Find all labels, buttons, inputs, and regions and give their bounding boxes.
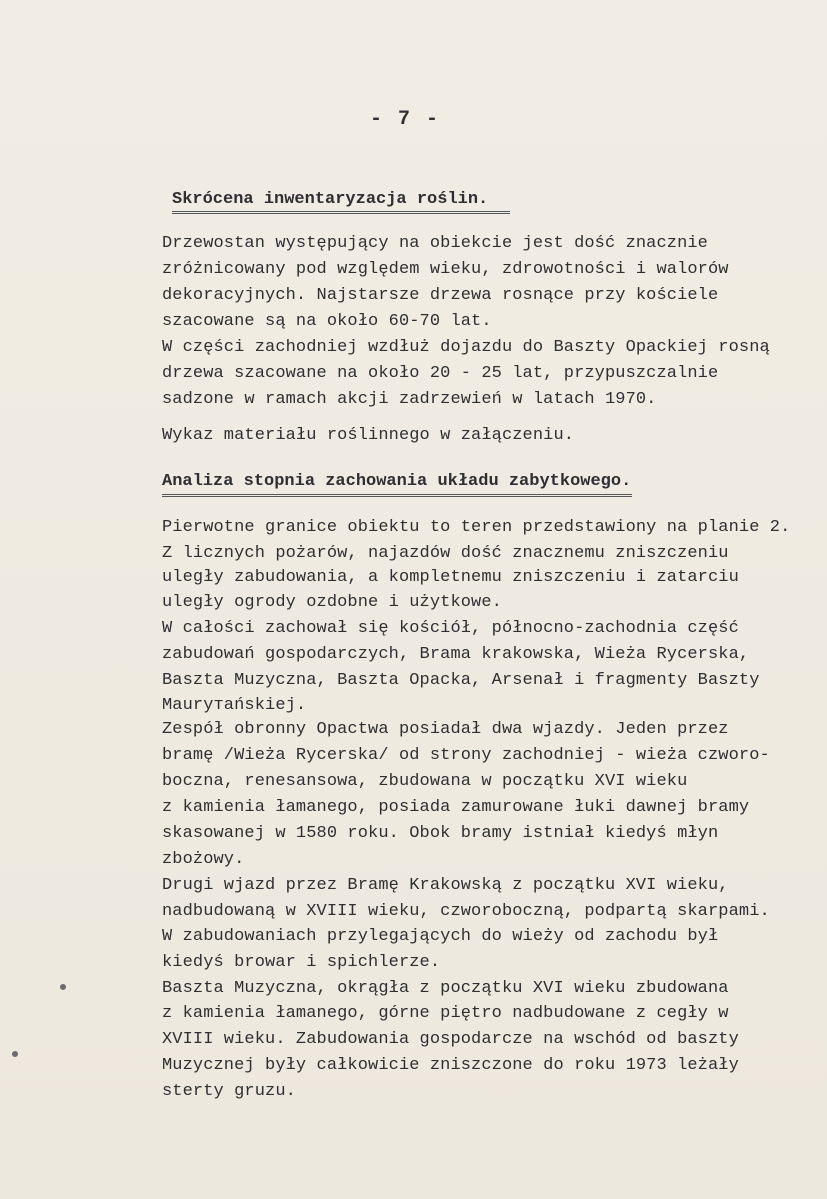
text-line: W zabudowaniach przylegających do wieży od zachodu był (162, 927, 719, 946)
text-line: XVIII wieku. Zabudowania gospodarcze na wschód od baszty (162, 1030, 739, 1049)
section-heading-plant-inventory: Skrócena inwentaryzacja roślin. (172, 190, 489, 209)
heading-underline (172, 211, 510, 214)
text-line: uległy ogrody ozdobne i użytkowe. (162, 593, 502, 612)
text-line: zabudowań gospodarczych, Brama krakowska, Wieża Rycerska, (162, 645, 750, 664)
binder-hole-mark (12, 1051, 18, 1057)
text-line: Wykaz materiału roślinnego w załączeniu. (162, 426, 575, 445)
text-line: bramę /Wieża Rycerska/ od strony zachodniej - wieża czworo- (162, 746, 770, 765)
text-line: Baszta Muzyczna, okrągła z początku XVI wieku zbudowana (162, 979, 729, 998)
text-line: Mauryтańskiej. (162, 696, 307, 715)
text-line: boczna, renesansowa, zbudowana w początku XVI wieku (162, 772, 688, 791)
text-line: Muzycznej były całkowicie zniszczone do roku 1973 leżały (162, 1056, 739, 1075)
text-line: Drzewostan występujący na obiekcie jest dość znacznie (162, 234, 708, 253)
text-line: Baszta Muzyczna, Baszta Opacka, Arsenał i fragmenty Baszty (162, 671, 760, 690)
heading-underline (162, 494, 632, 497)
text-line: z kamienia łamanego, posiada zamurowane łuki dawnej bramy (162, 798, 750, 817)
text-line: z kamienia łamanego, górne piętro nadbudowane z cegły w (162, 1004, 729, 1023)
text-line: nadbudowaną w XVIII wieku, czworoboczną, podpartą skarpami. (162, 902, 770, 921)
text-line: Zespół obronny Opactwa posiadał dwa wjazdy. Jeden przez (162, 720, 729, 739)
text-line: skasowanej w 1580 roku. Obok bramy istniał kiedyś młyn (162, 824, 719, 843)
page-number: - 7 - (370, 108, 441, 131)
text-line: uległy zabudowania, a kompletnemu zniszczeniu i zatarciu (162, 568, 739, 587)
text-line: dekoracyjnych. Najstarsze drzewa rosnące przy kościele (162, 286, 719, 305)
text-line: sadzone w ramach akcji zadrzewień w latach 1970. (162, 390, 657, 409)
text-line: kiedyś browar i spichlerze. (162, 953, 441, 972)
section-heading-heritage-analysis: Analiza stopnia zachowania układu zabytkowego. (162, 472, 632, 491)
text-line: Drugi wjazd przez Bramę Krakowską z początku XVI wieku, (162, 876, 729, 895)
text-line: Z licznych pożarów, najazdów dość znacznemu zniszczeniu (162, 544, 729, 563)
text-line: W całości zachował się kościół, północno-zachodnia część (162, 619, 739, 638)
text-line: zbożowy. (162, 850, 245, 869)
text-line: zróżnicowany pod względem wieku, zdrowotności i walorów (162, 260, 729, 279)
binder-hole-mark (60, 984, 66, 990)
text-line: sterty gruzu. (162, 1082, 296, 1101)
text-line: drzewa szacowane na około 20 - 25 lat, przypuszczalnie (162, 364, 719, 383)
text-line: szacowane są na około 60-70 lat. (162, 312, 492, 331)
text-line: Pierwotne granice obiektu to teren przedstawiony na planie 2. (162, 518, 791, 537)
text-line: W części zachodniej wzdłuż dojazdu do Baszty Opackiej rosną (162, 338, 770, 357)
